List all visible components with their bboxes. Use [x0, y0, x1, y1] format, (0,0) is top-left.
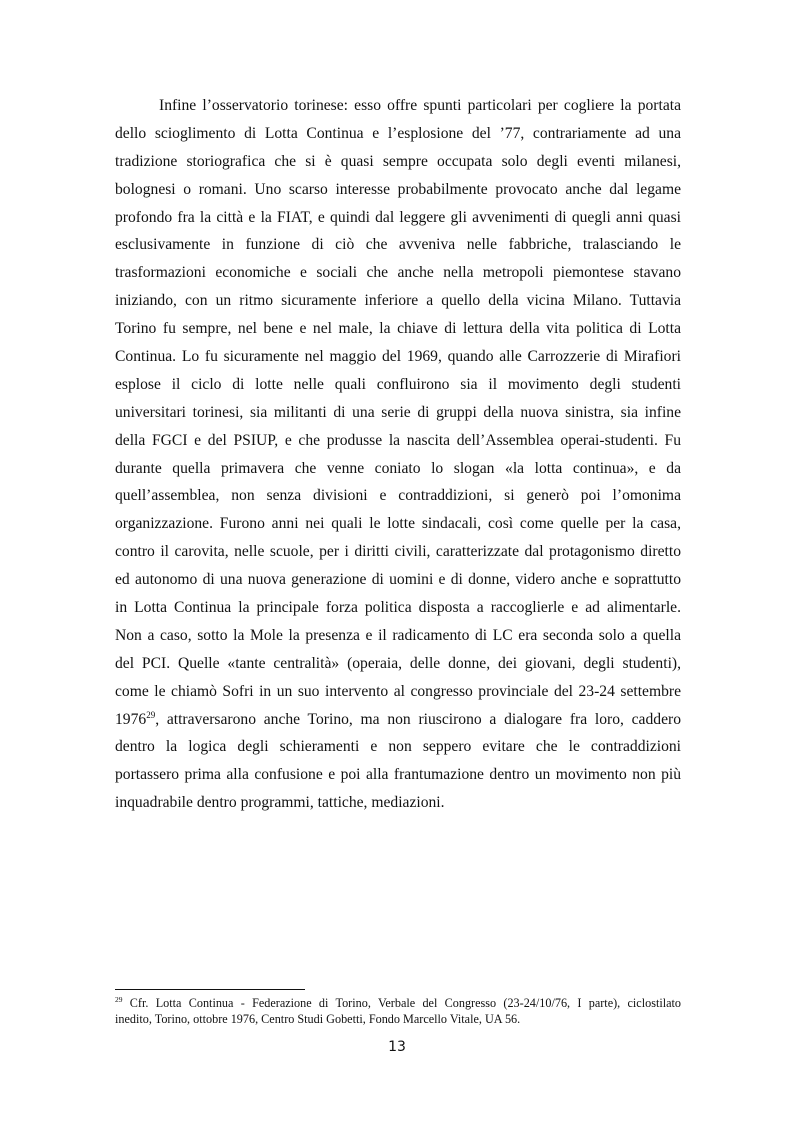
paragraph-line: Infine l’osservatorio torinese: esso offre spunti particolari per cogliere la portata	[159, 97, 681, 114]
paragraph-line: tradizione storiografica che si è quasi sempre occupata solo degli eventi milanesi,	[115, 152, 681, 170]
paragraph-line: organizzazione. Furono anni nei quali le lotte sindacali, così come quelle per la casa,	[115, 515, 681, 533]
footnote-reference[interactable]: 29	[146, 709, 156, 720]
paragraph-line: universitari torinesi, sia militanti di una serie di gruppi della nuova sinistra, sia infine	[115, 403, 681, 421]
paragraph-line: della FGCI e del PSIUP, e che produsse la nascita dell’Assemblea operai-studenti. Fu	[115, 431, 681, 449]
footnote-line: inedito, Torino, ottobre 1976, Centro Studi Gobetti, Fondo Marcello Vitale, UA 56.	[115, 1011, 521, 1026]
paragraph-line: iniziando, con un ritmo sicuramente inferiore a quello della vicina Milano. Tuttavia	[115, 292, 681, 310]
paragraph-line: in Lotta Continua la principale forza politica disposta a raccoglierle e ad alimentarle.	[115, 599, 681, 617]
paragraph-line: portassero prima alla confusione e poi alla frantumazione dentro un movimento non più	[115, 766, 681, 784]
paragraph-line: esplose il ciclo di lotte nelle quali confluirono sia il movimento degli studenti	[115, 375, 681, 393]
paragraph-line-with-footnote-ref	[115, 706, 681, 734]
paragraph-line: Continua. Lo fu sicuramente nel maggio del 1969, quando alle Carrozzerie di Mirafiori	[115, 348, 681, 366]
footnote	[115, 996, 681, 1027]
paragraph-line: contro il carovita, nelle scuole, per i diritti civili, caratterizzate dal protagonismo diretto	[115, 543, 681, 561]
paragraph-line: esclusivamente in funzione di ciò che avveniva nelle fabbriche, tralasciando le	[115, 236, 681, 254]
year-text: 1976	[115, 710, 147, 728]
line-continuation: , attraversarono anche Torino, ma non riuscirono a dialogare fra loro, caddero	[155, 710, 681, 728]
footnote-separator	[115, 989, 305, 990]
paragraph-line: Torino fu sempre, nel bene e nel male, la chiave di lettura della vita politica di Lotta	[115, 320, 681, 338]
paragraph-line: dentro la logica degli schieramenti e non seppero evitare che le contraddizioni	[115, 738, 681, 756]
footnote-line	[115, 996, 681, 1012]
paragraph-line: Non a caso, sotto la Mole la presenza e il radicamento di LC era seconda solo a quella	[115, 626, 681, 644]
body-paragraph	[115, 92, 681, 817]
page-number: 13	[388, 1039, 406, 1055]
paragraph-line: durante quella primavera che venne coniato lo slogan «la lotta continua», e da	[115, 459, 681, 477]
footnote-number: 29	[115, 994, 123, 1004]
paragraph-line: quell’assemblea, non senza divisioni e contraddizioni, si generò poi l’omonima	[115, 487, 681, 505]
paragraph-line: come le chiamò Sofri in un suo intervento al congresso provinciale del 23-24 settembre	[115, 682, 681, 700]
paragraph-line-last: inquadrabile dentro programmi, tattiche, mediazioni.	[115, 794, 445, 812]
paragraph-line: ed autonomo di una nuova generazione di uomini e di donne, videro anche e soprattutto	[115, 571, 681, 589]
footnote-text: Cfr. Lotta Continua - Federazione di Torino, Verbale del Congresso (23-24/10/76, I parte), ciclostilato	[122, 996, 681, 1010]
paragraph-line: bolognesi o romani. Uno scarso interesse probabilmente provocato anche dal legame	[115, 180, 681, 198]
paragraph-line: del PCI. Quelle «tante centralità» (operaia, delle donne, dei giovani, degli studenti),	[115, 654, 681, 672]
paragraph-line: dello scioglimento di Lotta Continua e l’esplosione del ’77, contrariamente ad una	[115, 124, 681, 142]
paragraph-line: profondo fra la città e la FIAT, e quindi dal leggere gli avvenimenti di quegli anni quasi	[115, 208, 681, 226]
paragraph-line: trasformazioni economiche e sociali che anche nella metropoli piemontese stavano	[115, 264, 681, 282]
